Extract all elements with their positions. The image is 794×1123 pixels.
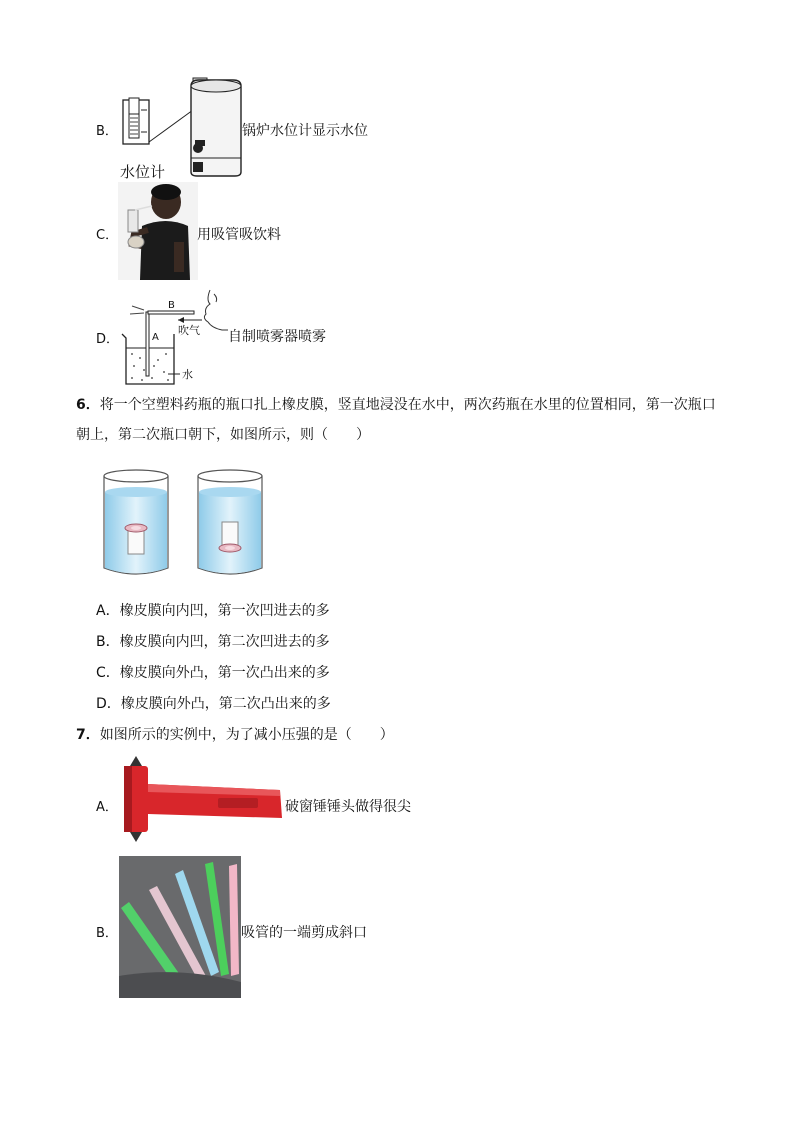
q5-option-b-caption: 锅炉水位计显示水位 (242, 123, 368, 139)
q5-option-b-letter: B． (96, 124, 118, 139)
q6-option-a-text: 橡皮膜向内凹，第一次凹进去的多 (119, 603, 330, 619)
q7-option-b-caption: 吸管的一端剪成斜口 (241, 925, 367, 941)
q6-option-b[interactable] (96, 631, 331, 662)
q7-option-a-letter: A． (96, 800, 118, 815)
sprayer-label-blow: 吹气 (178, 324, 200, 337)
q5-option-d-caption: 自制喷雾器喷雾 (228, 329, 326, 345)
water-gauge-label: 水位计 (120, 163, 166, 181)
q6-option-b-letter: B． (96, 634, 120, 650)
q6-option-a-letter: A． (96, 603, 120, 619)
q6-number: 6． (76, 397, 100, 413)
sprayer-label-b: B (168, 300, 175, 311)
q6-option-d-text: 橡皮膜向外凸，第二次凸出来的多 (120, 696, 331, 712)
q7-option-b-letter: B． (96, 926, 118, 941)
sprayer-label-a: A (152, 332, 159, 343)
q7-text: 如图所示的实例中，为了减小压强的是（ ） (99, 727, 394, 743)
q7-option-a-caption: 破窗锤锤头做得很尖 (285, 799, 411, 815)
q7-number: 7． (76, 727, 100, 743)
window-breaker-hammer-figure (118, 756, 286, 842)
q7-stem (76, 720, 394, 750)
q6-stem (76, 390, 776, 450)
q6-option-c-letter: C． (96, 665, 120, 681)
q5-option-c-letter: C． (96, 228, 119, 243)
q6-option-a[interactable] (96, 600, 331, 631)
q6-option-c[interactable] (96, 662, 331, 693)
sprayer-label-water: 水 (182, 368, 193, 381)
q6-options-list (96, 600, 331, 724)
q6-option-d-letter: D． (96, 696, 121, 712)
q6-option-b-text: 橡皮膜向内凹，第二次凹进去的多 (119, 634, 330, 650)
medicine-bottle-beakers-figure (100, 468, 266, 578)
q6-text-line2: 朝上，第二次瓶口朝下，如图所示，则（ ） (76, 427, 370, 443)
q5-option-c-caption: 用吸管吸饮料 (197, 227, 281, 243)
q6-text-line1: 将一个空塑料药瓶的瓶口扎上橡皮膜，竖直地浸没在水中，两次药瓶在水里的位置相同，第一次瓶口 (99, 397, 716, 413)
q5-option-d-letter: D． (96, 332, 120, 347)
q6-option-c-text: 橡皮膜向外凸，第一次凸出来的多 (119, 665, 330, 681)
cut-straws-figure (119, 856, 241, 998)
boy-drinking-straw-figure (118, 182, 198, 280)
